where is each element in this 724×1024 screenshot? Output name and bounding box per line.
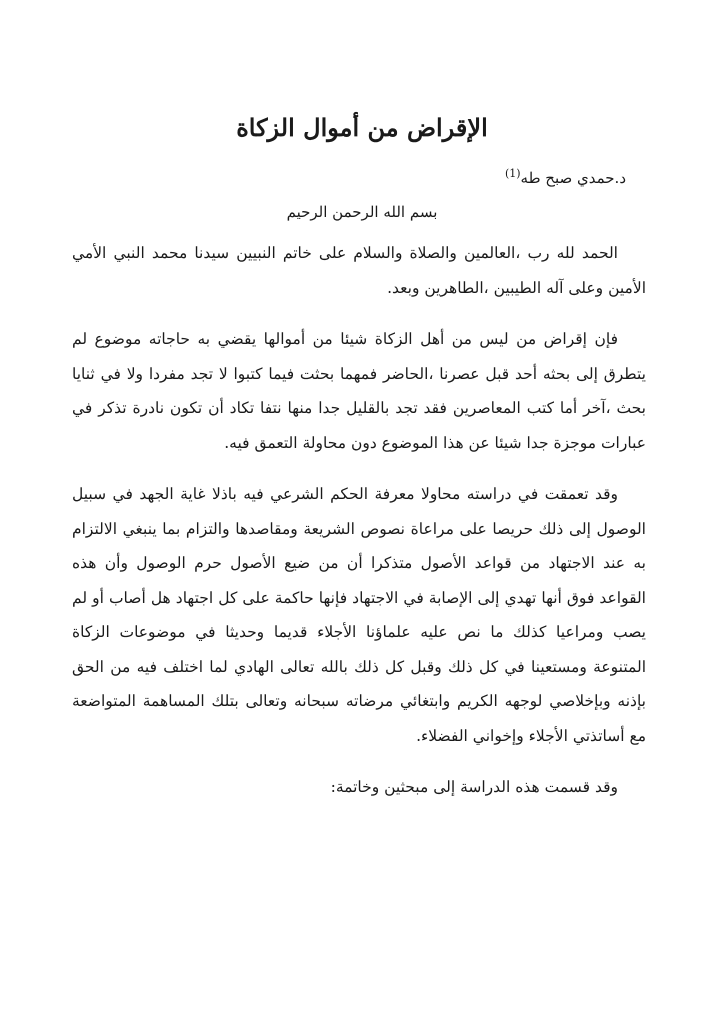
body-text	[72, 236, 646, 805]
page-title: الإقراض من أموال الزكاة	[236, 113, 488, 142]
footnote-marker: (1)	[504, 167, 521, 180]
author-name: د.حمدي صبح طه	[520, 169, 626, 187]
author-line	[505, 160, 626, 192]
paragraph: وقد قسمت هذه الدراسة إلى مبحثين وخاتمة:	[330, 778, 618, 796]
basmala: بسم الله الرحمن الرحيم	[286, 203, 438, 221]
paragraph: الحمد لله رب ،العالمين والصلاة والسلام على خاتم النبيين سيدنا محمد النبي الأمي الأمين وعلى آله الطيبين ،الطاهرين وبعد.	[72, 244, 646, 297]
paragraph: وقد تعمقت في دراسته محاولا معرفة الحكم الشرعي فيه باذلا غاية الجهد في سبيل الوصول إلى ذلك حريصا على مراعاة نصوص الشريعة ومقاصدها والتزام بما ينبغي الالتزام به عند الاجتهاد من قواعد الأصول متذكرا أن من ضيع الأصول حرم الوصول وأن هذه القواعد فوق أنها تهدي إلى الإصابة في الاجتهاد فإنها حاكمة على كل اجتهاد هل أصاب أو لم يصب ومراعيا كذلك ما نص عليه علماؤنا الأجلاء قديما وحديثا في موضوعات الزكاة المتنوعة ومستعينا في كل ذلك وقبل كل ذلك بالله تعالى الهادي لما اختلف فيه من الحق بإذنه وبإخلاصي لوجهه الكريم وابتغائي مرضاته سبحانه وتعالى بتلك المساهمة المتواضعة مع أساتذتي الأجلاء وإخواني الفضلاء.	[72, 485, 646, 745]
paragraph: فإن إقراض من ليس من أهل الزكاة شيئا من أموالها يقضي به حاجاته موضوع لم يتطرق إلى بحثه أحد قبل عصرنا ،الحاضر فمهما بحثت فيما كتبوا لا تجد مفردا ولا في ثنايا بحث ،آخر أما كتب المعاصرين فقد تجد بالقليل جدا منها نتفا تكاد أن تكون نادرة تذكر في عبارات موجزة جدا شيئا عن هذا الموضوع دون محاولة التعمق فيه.	[72, 330, 646, 452]
